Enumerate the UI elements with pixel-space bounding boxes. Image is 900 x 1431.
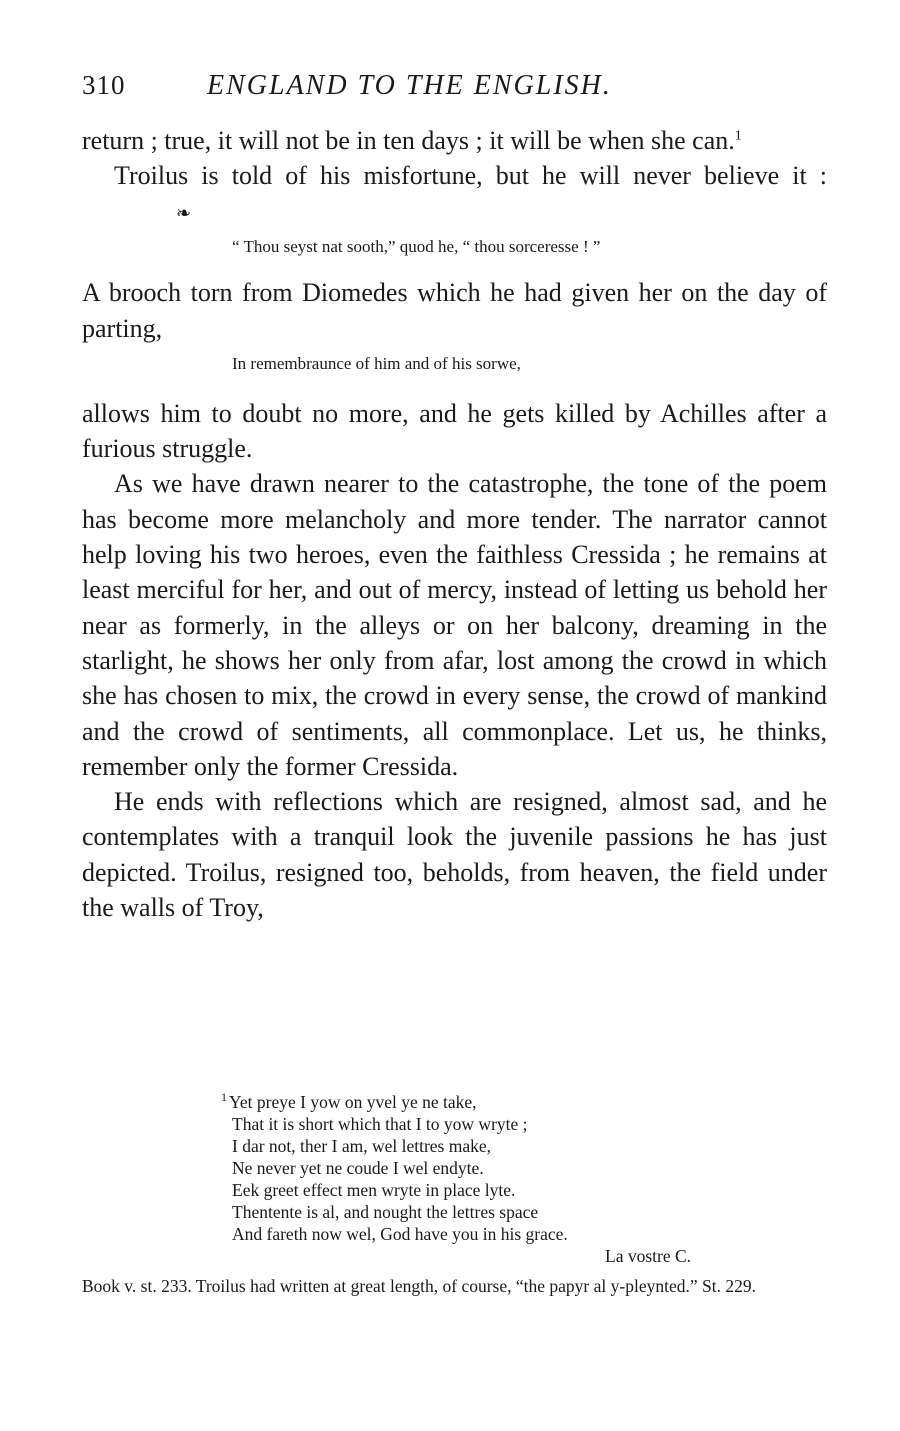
printer-ornament-icon: ❧ (176, 202, 192, 223)
verse-line-4: Ne never yet ne coude I wel endyte. (232, 1158, 484, 1178)
paragraph-4: allows him to doubt no more, and he gets killed by Achilles after a furious struggle. (82, 398, 827, 464)
footnote-verse (82, 1091, 842, 1267)
verse-line-6: Thentente is al, and nought the lettres space (232, 1202, 539, 1222)
page-header (82, 70, 822, 104)
verse-line-5: Eek greet effect men wryte in place lyte. (232, 1180, 516, 1200)
paragraph-3: A brooch torn from Diomedes which he had given her on the day of parting, (82, 278, 827, 343)
footnote-reference: 1 (734, 128, 742, 144)
footnote-marker: 1 (221, 1090, 227, 1105)
paragraph-1-text: return ; true, it will not be in ten days ; it will be when she can. (82, 126, 735, 155)
running-title: ENGLAND TO THE ENGLISH. (207, 70, 612, 101)
quotation-1: “ Thou seyst nat sooth,” quod he, “ thou sorceresse ! ” (232, 237, 601, 257)
footnote-citation: Book v. st. 233. Troilus had written at great length, of course, “the papyr al y-pleynted.” St. 229. (82, 1276, 756, 1296)
footnote (82, 1091, 842, 1297)
verse-line-1: $^1$ Yet preye I yow on yvel ye ne take, (221, 1090, 477, 1112)
verse-line-7: And fareth now wel, God have you in his grace. (232, 1224, 568, 1244)
page-number: 310 (82, 70, 126, 100)
verse-line-2: That it is short which that I to yow wryte ; (232, 1114, 528, 1134)
main-text (82, 123, 827, 925)
paragraph-2 (82, 158, 827, 231)
paragraph-6: He ends with reflections which are resigned, almost sad, and he contemplates with a tranquil look the juvenile passions he has just depicted. Troilus, resigned too, beholds, from heaven, the field under the walls of Troy, (82, 787, 827, 923)
paragraph-1 (82, 123, 827, 158)
verse-line-3: I dar not, ther I am, wel lettres make, (232, 1136, 491, 1156)
paragraph-5: As we have drawn nearer to the catastrophe, the tone of the poem has become more melancholy and more tender. The narrator cannot help loving his two heroes, even the faithless Cressida ; he remains at least merciful for her, and out of mercy, instead of letting us behold her near as formerly, in the alleys or on her balcony, dreaming in the starlight, he shows her only from afar, lost among the crowd in which she has chosen to mix, the crowd in every sense, the crowd of mankind and the crowd of sentiments, all commonplace. Let us, he thinks, remember only the former Cressida. (82, 469, 827, 781)
quotation-2: In remembraunce of him and of his sorwe, (232, 353, 521, 373)
verse-signature: La vostre C. (605, 1246, 692, 1266)
paragraph-2-text: Troilus is told of his misfortune, but he will never believe it : (114, 161, 827, 191)
